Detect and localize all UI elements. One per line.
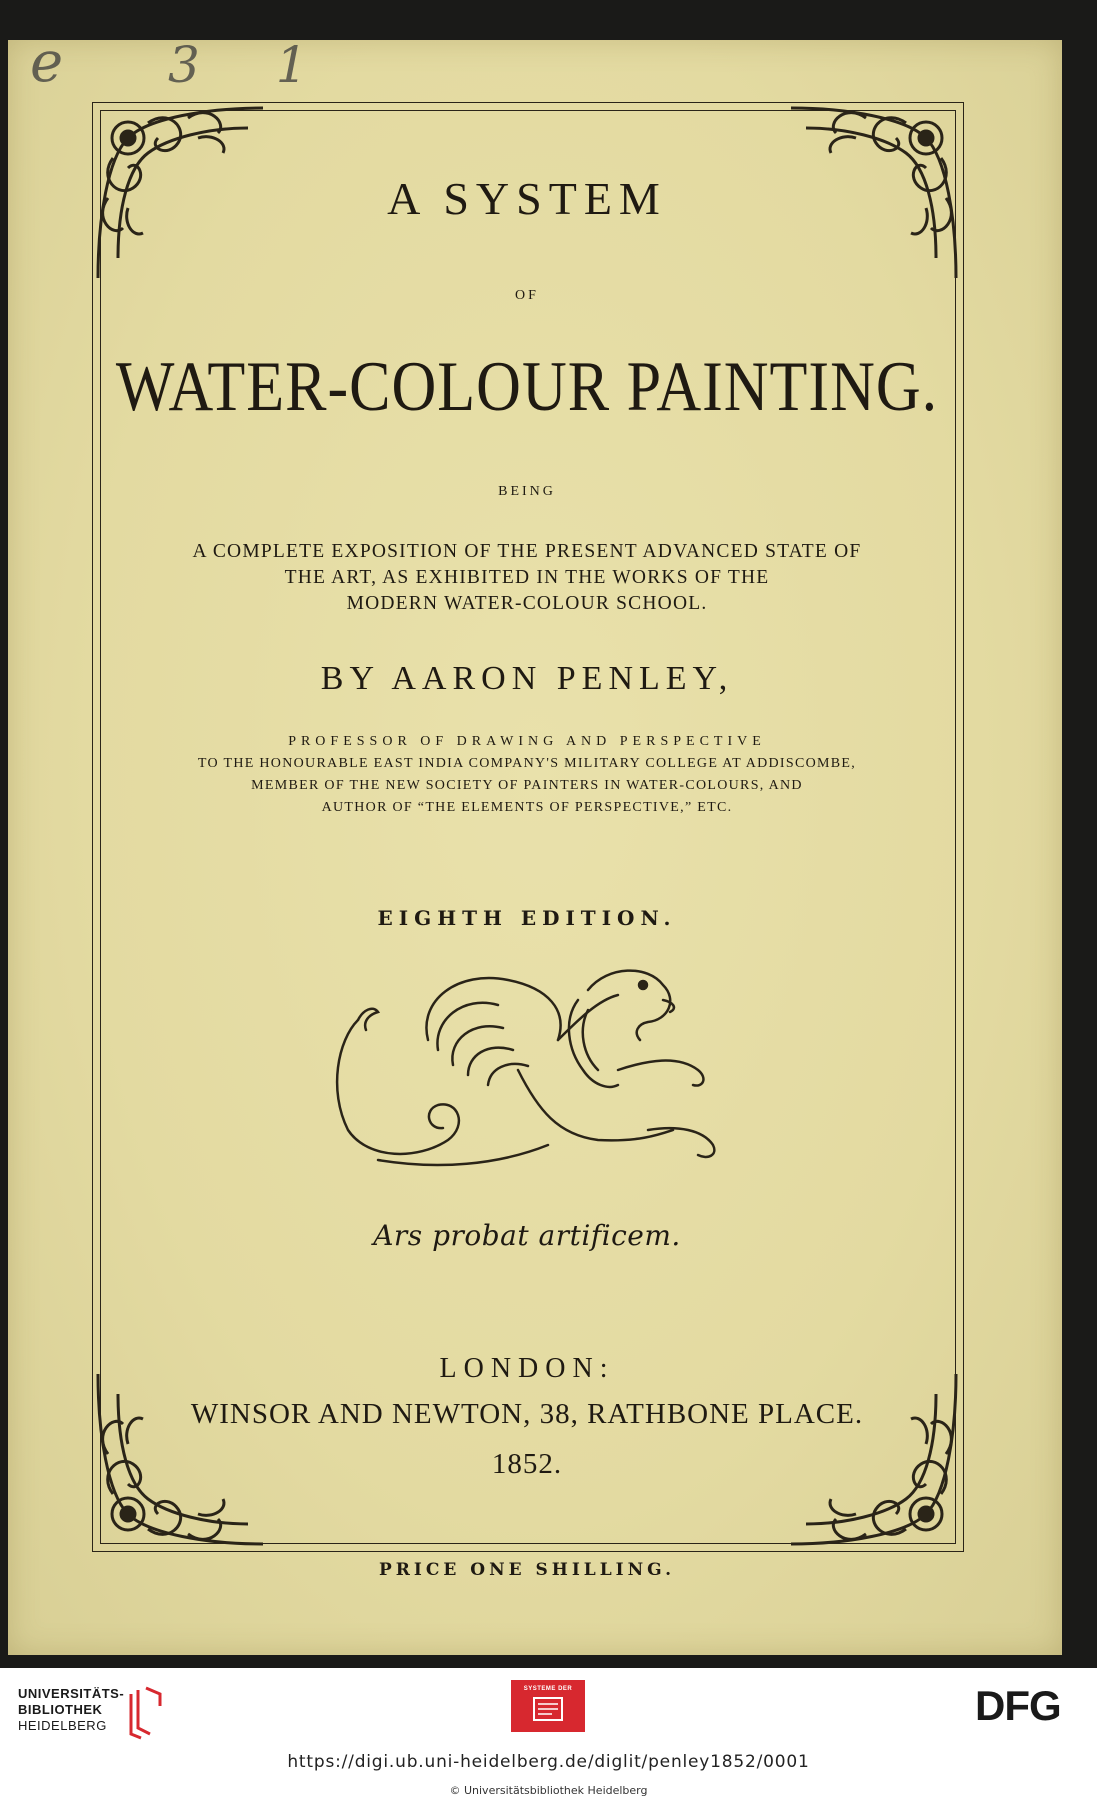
library-mark-icon — [126, 1684, 166, 1740]
title-line-1: A SYSTEM — [387, 173, 667, 224]
motto: Ars probat artificem. — [373, 1219, 681, 1252]
credential-line-2: TO THE HONOURABLE EAST INDIA COMPANY'S MILITARY COLLEGE AT ADDISCOMBE, — [197, 756, 857, 771]
edition-label: EIGHTH EDITION. — [377, 906, 677, 930]
viewer-footer — [0, 1668, 1097, 1804]
price-line: PRICE ONE SHILLING. — [378, 1560, 675, 1580]
library-name-line-1: UNIVERSITÄTS- — [18, 1686, 125, 1701]
dfg-logo[interactable]: DFG — [975, 1682, 1061, 1729]
library-name-line-2: BIBLIOTHEK — [18, 1702, 103, 1717]
credential-line-3: MEMBER OF THE NEW SOCIETY OF PAINTERS IN WATER-COLOURS, AND — [251, 778, 803, 793]
publication-year: 1852. — [491, 1448, 563, 1480]
title-line-2: WATER-COLOUR PAINTING. — [115, 347, 939, 427]
page-border-inner — [100, 110, 956, 1544]
copyright-notice: © Universitätsbibliothek Heidelberg — [449, 1784, 648, 1797]
winged-lion-emblem-icon — [318, 960, 738, 1190]
pencil-mark-shelfmark: 3 1 — [168, 36, 338, 94]
pencil-mark-e: e — [30, 30, 64, 95]
credential-line-1: PROFESSOR OF DRAWING AND PERSPECTIVE — [288, 734, 766, 749]
digitization-logo[interactable] — [511, 1680, 585, 1732]
imprint-city: LONDON: — [439, 1353, 615, 1384]
university-library-logo[interactable] — [18, 1678, 158, 1738]
description-line-2: THE ART, AS EXHIBITED IN THE WORKS OF THE — [284, 567, 770, 588]
author-line: BY AARON PENLEY, — [320, 660, 734, 697]
publisher-line: WINSOR AND NEWTON, 38, RATHBONE PLACE. — [190, 1398, 864, 1430]
description-line-1: A COMPLETE EXPOSITION OF THE PRESENT ADVANCED STATE OF — [192, 541, 862, 562]
library-name-line-3: HEIDELBERG — [18, 1718, 107, 1733]
center-logo-text: SYSTEME DER — [523, 1686, 573, 1692]
scroll-emblem-icon — [528, 1694, 568, 1724]
being-label: BEING — [498, 484, 556, 499]
credential-line-4: AUTHOR OF “THE ELEMENTS OF PERSPECTIVE,” ETC. — [321, 800, 733, 815]
description-line-3: MODERN WATER-COLOUR SCHOOL. — [346, 593, 708, 614]
title-of: OF — [515, 288, 539, 303]
permalink-url[interactable]: https://digi.ub.uni-heidelberg.de/diglit/penley1852/0001 — [287, 1752, 810, 1772]
